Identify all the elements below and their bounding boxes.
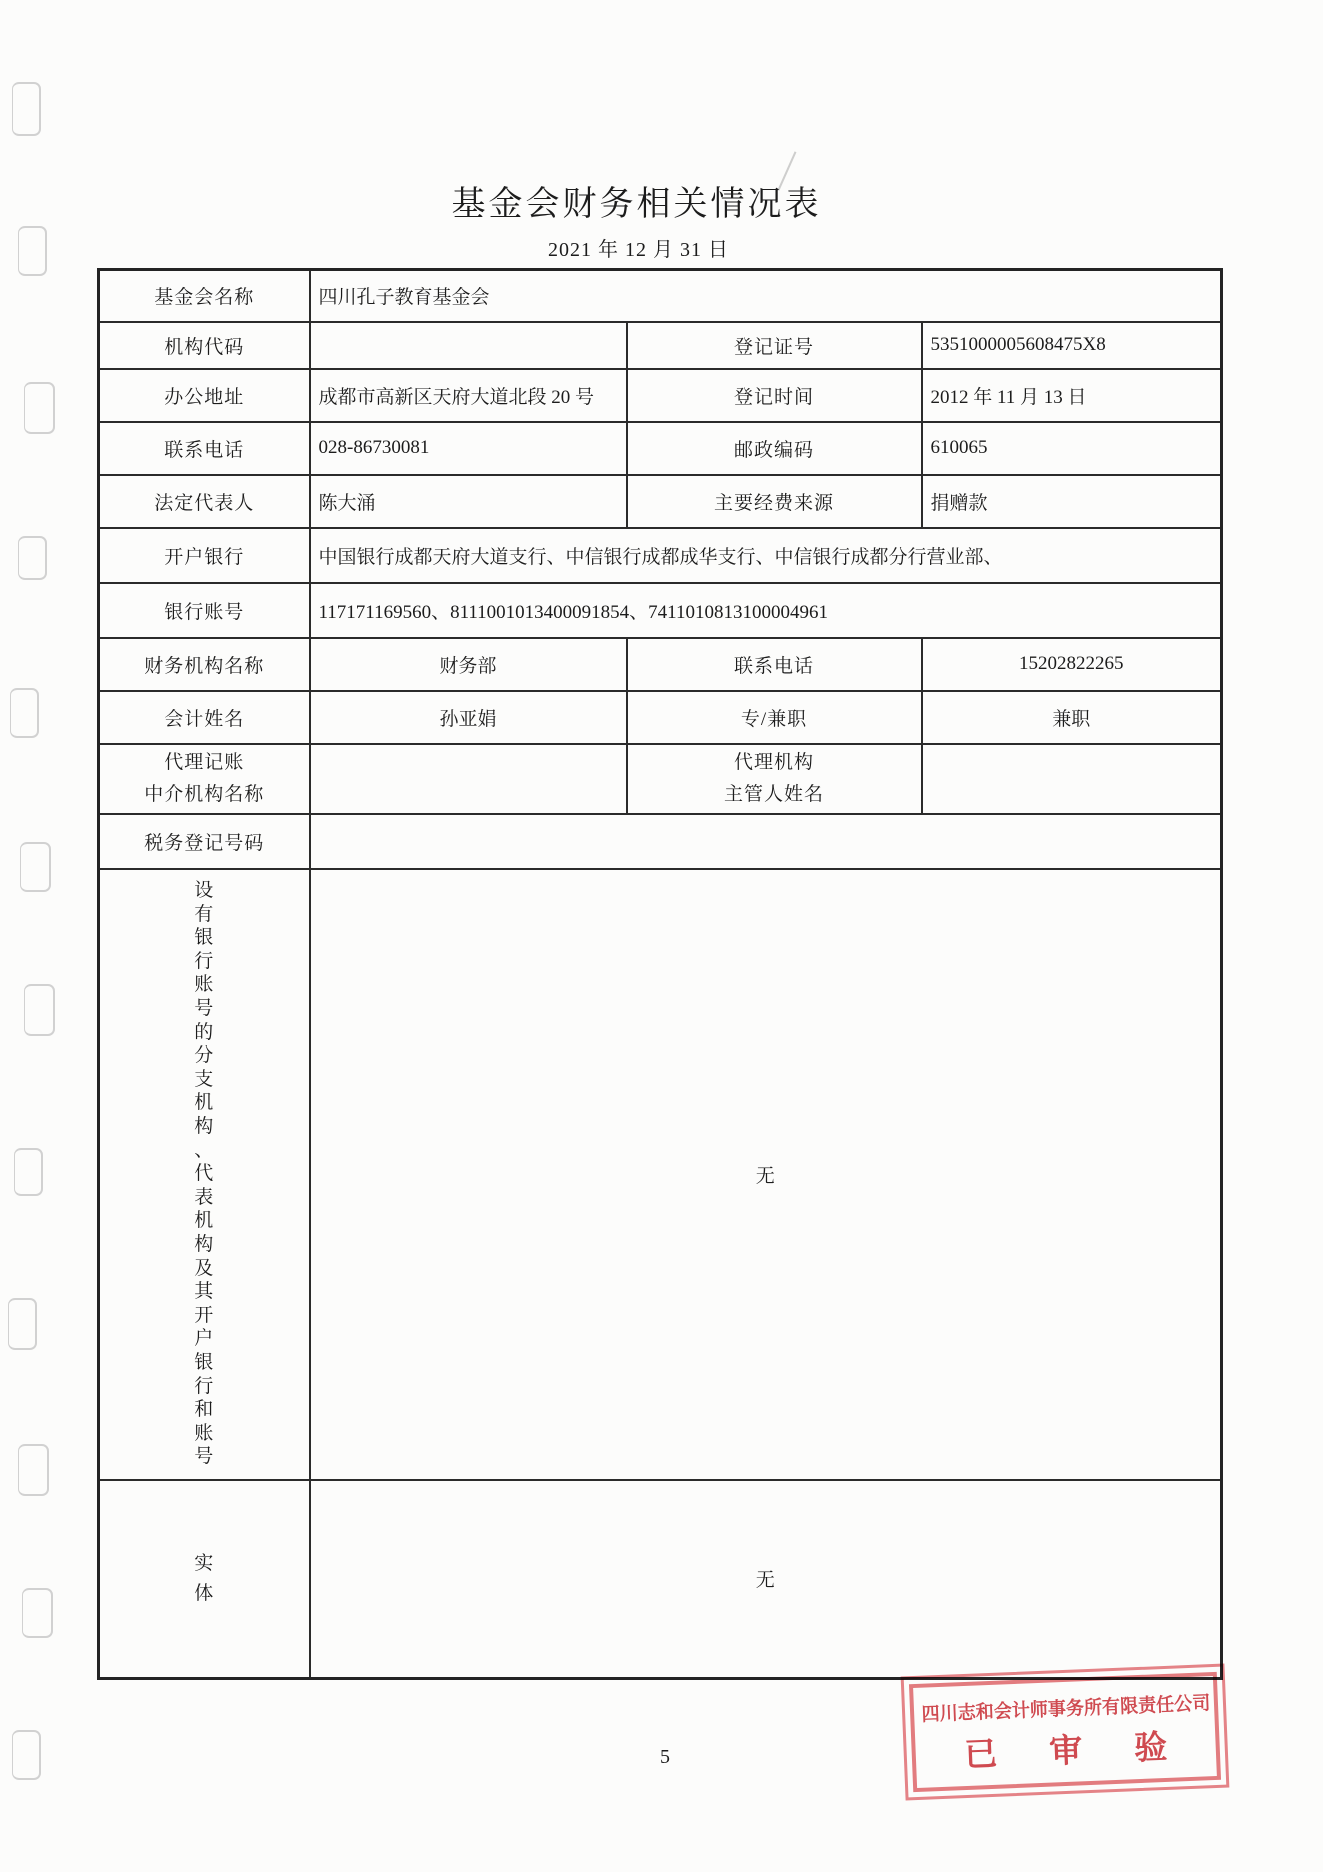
row-entity xyxy=(99,1480,1222,1679)
field-label: 财务机构名称 xyxy=(99,638,310,691)
field-value: 117171169560、8111001013400091854、7411010813100004961 xyxy=(310,583,1222,638)
field-label: 会计姓名 xyxy=(99,691,310,744)
audit-stamp-inner-border xyxy=(909,1672,1221,1792)
field-value: 无 xyxy=(310,869,1222,1480)
binding-mark xyxy=(18,536,47,580)
field-label: 实 体 xyxy=(99,1480,310,1679)
binding-mark xyxy=(12,82,41,136)
field-label: 税务登记号码 xyxy=(99,814,310,869)
field-value: 610065 xyxy=(922,422,1222,475)
field-value: 捐赠款 xyxy=(922,475,1222,528)
field-value: 成都市高新区天府大道北段 20 号 xyxy=(310,369,627,422)
row-accountant xyxy=(99,691,1222,744)
binding-mark xyxy=(8,1298,37,1350)
row-agency xyxy=(99,744,1222,814)
row-office-address xyxy=(99,369,1222,422)
field-value: 兼职 xyxy=(922,691,1222,744)
row-org-code xyxy=(99,322,1222,369)
binding-mark xyxy=(10,688,39,738)
field-label: 办公地址 xyxy=(99,369,310,422)
binding-mark xyxy=(14,1148,43,1196)
row-bank xyxy=(99,528,1222,583)
binding-mark xyxy=(12,1730,41,1780)
field-label: 联系电话 xyxy=(99,422,310,475)
binding-mark xyxy=(18,226,47,276)
field-value xyxy=(922,744,1222,814)
field-label: 法定代表人 xyxy=(99,475,310,528)
field-label: 银行账号 xyxy=(99,583,310,638)
field-label: 开户银行 xyxy=(99,528,310,583)
field-value: 陈大涌 xyxy=(310,475,627,528)
field-value xyxy=(310,744,627,814)
row-finance-dept xyxy=(99,638,1222,691)
field-label: 主要经费来源 xyxy=(627,475,922,528)
binding-mark xyxy=(22,1588,53,1638)
row-bank-account xyxy=(99,583,1222,638)
row-foundation-name xyxy=(99,270,1222,322)
field-label: 登记证号 xyxy=(627,322,922,369)
field-value: 财务部 xyxy=(310,638,627,691)
field-label: 联系电话 xyxy=(627,638,922,691)
field-value xyxy=(310,322,627,369)
info-table xyxy=(97,268,1223,1680)
field-label: 专/兼职 xyxy=(627,691,922,744)
info-table-body xyxy=(99,270,1222,1679)
row-contact-phone xyxy=(99,422,1222,475)
field-value: 2012 年 11 月 13 日 xyxy=(922,369,1222,422)
field-value: 无 xyxy=(310,1480,1222,1679)
page-title: 基金会财务相关情况表 xyxy=(451,186,822,223)
field-label: 代理记账 中介机构名称 xyxy=(99,744,310,814)
page-number: 5 xyxy=(660,1746,670,1768)
field-value: 中国银行成都天府大道支行、中信银行成都成华支行、中信银行成都分行营业部、 xyxy=(310,528,1222,583)
field-value: 四川孔子教育基金会 xyxy=(310,270,1222,322)
row-tax-registration xyxy=(99,814,1222,869)
stamp-status-text: 已审验 xyxy=(963,1727,1220,1774)
field-label: 邮政编码 xyxy=(627,422,922,475)
field-label: 登记时间 xyxy=(627,369,922,422)
field-value: 15202822265 xyxy=(922,638,1222,691)
audit-stamp xyxy=(901,1664,1230,1801)
field-label: 设 有 银 行 账 号 的 分 支 机 构 、 代 表 机 构 及 其 开 户 银 行 和 账 号 xyxy=(99,869,310,1480)
field-label: 基金会名称 xyxy=(99,270,310,322)
field-value: 028-86730081 xyxy=(310,422,627,475)
row-legal-representative xyxy=(99,475,1222,528)
field-value: 孙亚娟 xyxy=(310,691,627,744)
report-date: 2021 年 12 月 31 日 xyxy=(548,239,729,261)
binding-mark xyxy=(18,1444,49,1496)
stamp-company-name: 四川志和会计师事务所有限责任公司 xyxy=(921,1693,1211,1727)
field-label: 机构代码 xyxy=(99,322,310,369)
field-value xyxy=(310,814,1222,869)
binding-mark xyxy=(20,842,51,892)
row-branches xyxy=(99,869,1222,1480)
field-value: 5351000005608475X8 xyxy=(922,322,1222,369)
field-label: 代理机构 主管人姓名 xyxy=(627,744,922,814)
binding-mark xyxy=(24,984,55,1036)
binding-mark xyxy=(24,382,55,434)
